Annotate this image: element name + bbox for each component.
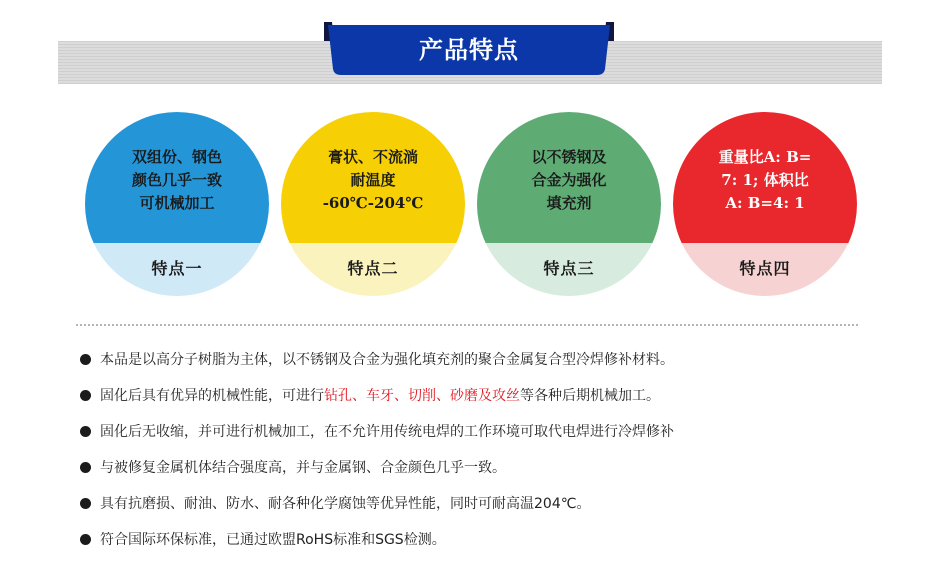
bullet-text: 固化后无收缩，并可进行机械加工，在不允许用传统电焊的工作环境可取代电焊进行冷焊修补 <box>100 424 674 440</box>
bullet-item <box>80 527 674 563</box>
bullet-dot-icon <box>80 354 91 365</box>
feature-line: 合金为强化 <box>531 171 607 189</box>
feature-card-3 <box>477 112 661 296</box>
feature-text <box>499 146 639 226</box>
bullet-highlight: 钻孔、车牙、切削、砂磨及攻丝 <box>324 388 520 404</box>
bullet-text: 本品是以高分子树脂为主体，以不锈钢及合金为强化填充剂的聚合金属复合型冷焊修补材料。 <box>100 352 674 368</box>
feature-label: 特点二 <box>347 259 399 278</box>
feature-card-2 <box>281 112 465 296</box>
bullet-dot-icon <box>80 462 91 473</box>
feature-line: 重量比A: B= <box>718 148 812 166</box>
feature-line: 膏状、不流淌 <box>327 148 418 166</box>
bullet-dot-icon <box>80 498 91 509</box>
title-banner <box>318 22 620 79</box>
feature-line: 可机械加工 <box>139 194 215 212</box>
feature-line: 颜色几乎一致 <box>131 171 222 189</box>
bullet-dot-icon <box>80 426 91 437</box>
bullet-text: 固化后具有优异的机械性能，可进行 <box>100 388 324 404</box>
bullet-item <box>80 383 674 419</box>
feature-line: 以不锈钢及 <box>531 148 607 166</box>
feature-text <box>303 146 443 226</box>
bullet-item <box>80 419 674 455</box>
feature-text <box>695 146 835 226</box>
bullet-item <box>80 491 674 527</box>
feature-bullet-list <box>80 347 674 563</box>
dotted-divider <box>76 324 858 326</box>
feature-line: 双组份、钢色 <box>131 148 222 166</box>
feature-line: 耐温度 <box>350 171 396 189</box>
feature-label: 特点三 <box>543 259 595 278</box>
bullet-text: 与被修复金属机体结合强度高，并与金属钢、合金颜色几乎一致。 <box>100 460 506 476</box>
feature-line: -60℃-204℃ <box>322 194 424 212</box>
page-title: 产品特点 <box>419 35 519 64</box>
feature-card-4 <box>673 112 857 296</box>
bullet-item <box>80 455 674 491</box>
feature-line: 7: 1; 体积比 <box>721 171 809 189</box>
feature-text <box>107 146 247 226</box>
bullet-text: 符合国际环保标准，已通过欧盟RoHS标准和SGS检测。 <box>100 532 446 548</box>
bullet-dot-icon <box>80 534 91 545</box>
feature-card-1 <box>85 112 269 296</box>
bullet-text-after: 等各种后期机械加工。 <box>520 388 660 404</box>
bullet-text: 具有抗磨损、耐油、防水、耐各种化学腐蚀等优异性能，同时可耐高温204℃。 <box>100 496 591 512</box>
bullet-item <box>80 347 674 383</box>
feature-label: 特点一 <box>151 259 203 278</box>
feature-line: A: B=4: 1 <box>725 194 805 212</box>
feature-label: 特点四 <box>739 259 791 278</box>
bullet-dot-icon <box>80 390 91 401</box>
feature-line: 填充剂 <box>546 194 592 212</box>
